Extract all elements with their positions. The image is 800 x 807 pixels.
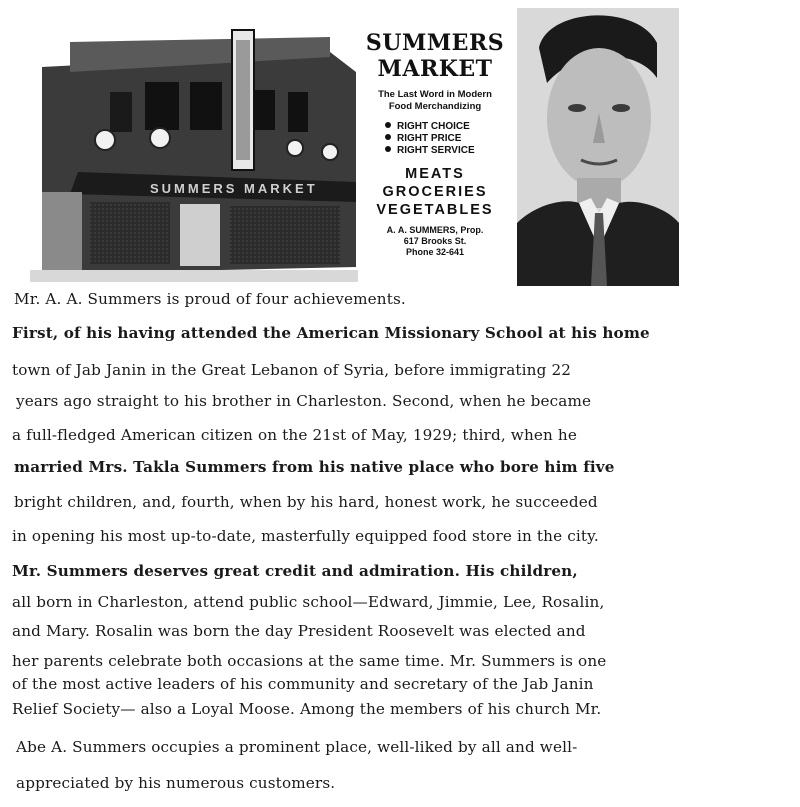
article-line-14: Relief Society— also a Loyal Moose. Among the members of his church Mr.	[12, 700, 602, 718]
ad-feature-item: RIGHT PRICE	[385, 133, 515, 145]
ad-tagline-line2: Food Merchandizing	[388, 101, 482, 112]
article-line-5: a full-fledged American citizen on the 21st of May, 1929; third, when he	[12, 426, 577, 444]
article-line-4: years ago straight to his brother in Charleston. Second, when he became	[16, 392, 592, 410]
ad-feature-item: RIGHT CHOICE	[385, 121, 515, 133]
article-line-1: Mr. A. A. Summers is proud of four achievements.	[14, 290, 406, 308]
article-line-12: her parents celebrate both occasions at the same time. Mr. Summers is one	[12, 652, 607, 670]
ad-product-groceries: GROCERIES	[382, 184, 488, 200]
article-line-2: First, of his having attended the American Missionary School at his home	[12, 324, 650, 342]
ad-tagline-line1: The Last Word in Modern	[378, 89, 492, 100]
ad-address: 617 Brooks St.	[403, 236, 467, 246]
article-line-11: and Mary. Rosalin was born the day President Roosevelt was elected and	[12, 622, 586, 640]
article-line-9: Mr. Summers deserves great credit and admiration. His children,	[12, 562, 578, 580]
ad-phone: Phone 32-641	[405, 247, 465, 257]
article-line-7: bright children, and, fourth, when by his hard, honest work, he succeeded	[14, 493, 598, 511]
article-line-10: all born in Charleston, attend public school—Edward, Jimmie, Lee, Rosalin,	[12, 593, 605, 611]
ad-feature-item: RIGHT SERVICE	[385, 145, 515, 157]
ad-title-line1: SUMMERS	[365, 30, 505, 56]
ad-title-line2: MARKET	[377, 56, 493, 82]
ad-product-meats: MEATS	[405, 166, 465, 182]
article-line-13: of the most active leaders of his community and secretary of the Jab Janin	[12, 675, 594, 693]
ad-proprietor: A. A. SUMMERS, Prop.	[386, 225, 484, 235]
article-line-16: appreciated by his numerous customers.	[16, 774, 336, 792]
article-line-3: town of Jab Janin in the Great Lebanon of Syria, before immigrating 22	[12, 361, 572, 379]
storefront-sign-text: SUMMERS MARKET	[150, 181, 318, 196]
article-line-6: married Mrs. Takla Summers from his native place who bore him five	[14, 458, 615, 476]
article-line-8: in opening his most up-to-date, masterfully equipped food store in the city.	[12, 527, 599, 545]
ad-product-vegetables: VEGETABLES	[376, 202, 494, 218]
article-line-15: Abe A. Summers occupies a prominent place, well-liked by all and well-	[16, 738, 578, 756]
